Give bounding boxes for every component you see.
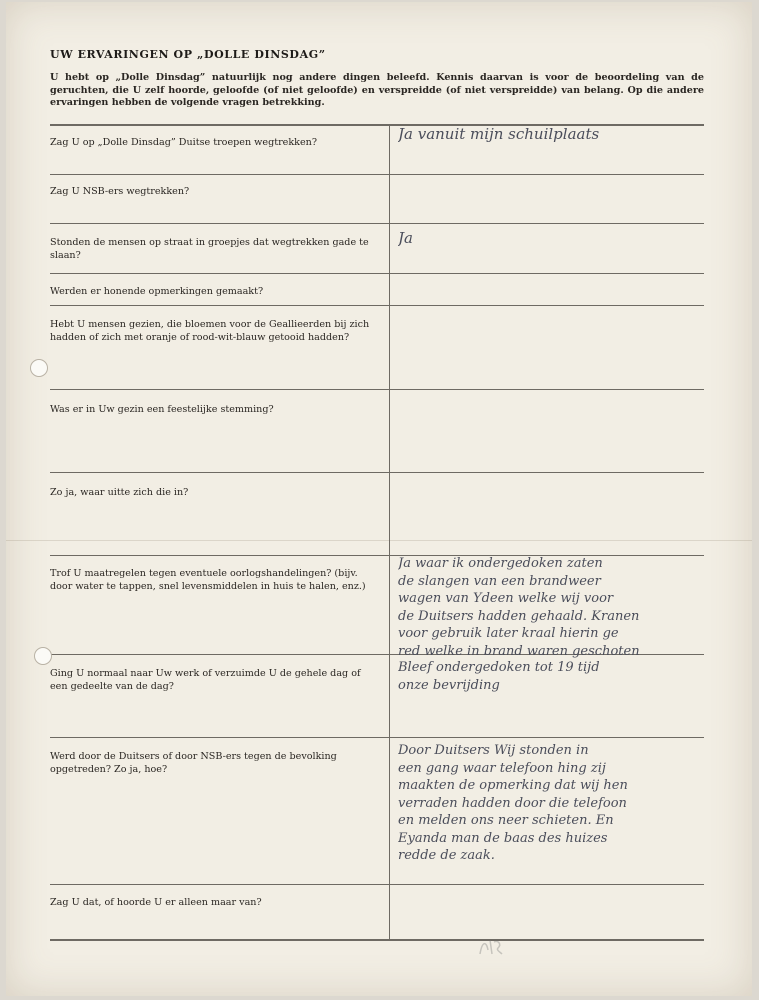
question-4: Werden er honende opmerkingen gemaakt? [50, 286, 264, 297]
row-divider [50, 305, 704, 306]
faint-stamp-mark [476, 936, 506, 958]
question-6: Was er in Uw gezin een feestelijke stemming? [50, 404, 274, 415]
answer-line: onze bevrijding [398, 677, 500, 693]
column-divider [389, 124, 390, 941]
question-8: Trof U maatregelen tegen eventuele oorlogshandelingen? (bijv. door water te tappen, snel levensmiddelen in huis te halen, enz.) [50, 568, 366, 592]
answer-line: een gang waar telefoon hing zij [398, 760, 606, 776]
answer-9 [398, 659, 748, 694]
punch-hole [30, 359, 48, 377]
table-bottom-rule [50, 939, 704, 941]
question-7: Zo ja, waar uitte zich die in? [50, 487, 189, 498]
intro-paragraph: U hebt op „Dolle Dinsdag” natuurlijk nog andere dingen beleefd. Kennis daarvan is voor de beoordeling van de geruchten, die U zelf hoorde, geloofde (of niet geloofde) en verspreidde (of niet verspreidde) van belang. Op die andere ervaringen hebben de volgende vragen betrekking. [50, 72, 704, 108]
answer-line: de slangen van een brandweer [398, 573, 601, 589]
answer-10 [398, 742, 748, 865]
answer-line: Ja waar ik ondergedoken zaten [398, 556, 603, 571]
question-2: Zag U NSB-ers wegtrekken? [50, 186, 190, 197]
answer-8 [398, 555, 748, 660]
question-3: Stonden de mensen op straat in groepjes dat wegtrekken gade te slaan? [50, 237, 369, 261]
row-divider [50, 273, 704, 274]
question-9: Ging U normaal naar Uw werk of verzuimde U de gehele dag of een gedeelte van de dag? [50, 668, 361, 692]
answer-3 [398, 230, 748, 248]
question-10: Werd door de Duitsers of door NSB-ers tegen de bevolking opgetreden? Zo ja, hoe? [50, 751, 337, 775]
answer-1 [398, 126, 748, 144]
answer-line: Bleef ondergedoken tot 19 tijd [398, 660, 600, 675]
answer-line: Door Duitsers Wij stonden in [398, 743, 589, 758]
row-divider [50, 389, 704, 390]
punch-hole [34, 647, 52, 665]
answer-line: Eyanda man de baas des huizes [398, 830, 608, 846]
questionnaire-sheet [6, 2, 752, 996]
answer-line: Ja vanuit mijn schuilplaats [398, 126, 600, 143]
answer-line: redde de zaak. [398, 848, 495, 863]
answer-line: red welke in brand waren geschoten [398, 643, 640, 659]
answer-line: en melden ons neer schieten. En [398, 813, 614, 828]
paper-fold [6, 540, 752, 541]
row-divider [50, 884, 704, 885]
row-divider [50, 472, 704, 473]
row-divider [50, 737, 704, 738]
answer-line: maakten de opmerking dat wij hen [398, 778, 628, 793]
question-1: Zag U op „Dolle Dinsdag” Duitse troepen wegtrekken? [50, 137, 317, 148]
row-divider [50, 174, 704, 175]
question-11: Zag U dat, of hoorde U er alleen maar van? [50, 897, 262, 908]
page-title: UW ERVARINGEN OP „DOLLE DINSDAG” [50, 48, 326, 61]
answer-line: de Duitsers hadden gehaald. Kranen [398, 608, 640, 624]
answer-line: verraden hadden door die telefoon [398, 795, 627, 811]
answer-line: wagen van Ydeen welke wij voor [398, 591, 614, 606]
question-5: Hebt U mensen gezien, die bloemen voor de Geallieerden bij zich hadden of zich met oranje of rood-wit-blauw getooid hadden? [50, 319, 370, 343]
answer-line: voor gebruik later kraal hierin ge [398, 626, 619, 641]
answer-line: Ja [398, 230, 413, 247]
row-divider [50, 223, 704, 224]
